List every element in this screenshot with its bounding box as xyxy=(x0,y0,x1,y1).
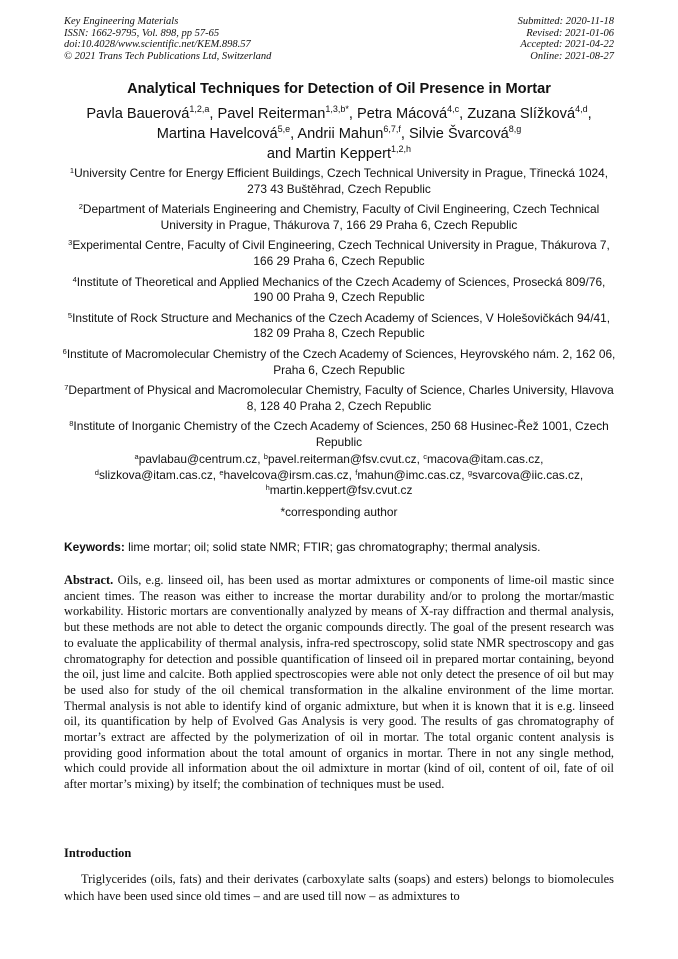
author-name: Pavel Reiterman xyxy=(217,106,326,122)
email-sup: d xyxy=(94,467,99,477)
email-line: $^a$pavlabau@centrum.cz, $^b$pavel.reiterman@fsv.cvut.cz, $^c$macova@itam.cas.cz, xyxy=(134,452,544,466)
author-affiliation-sup: 1,2,h xyxy=(391,144,412,154)
author-list xyxy=(40,104,638,164)
author-name: Martin Keppert xyxy=(295,146,392,162)
affiliation-number: 7 xyxy=(64,383,69,393)
author-affiliation-sup: 5,e xyxy=(277,124,291,134)
journal-name: Key Engineering Materials xyxy=(64,16,179,27)
author-line: and Martin Keppert$^{1,2,h}$ xyxy=(266,144,412,162)
date-online: Online: 2021-08-27 xyxy=(530,50,614,62)
author-affiliation-sup: 6,7,f xyxy=(383,124,401,134)
email-line xyxy=(62,483,616,499)
abstract-label: Abstract. xyxy=(64,573,114,587)
affiliation-number: 2 xyxy=(78,202,83,212)
affiliation xyxy=(62,311,616,342)
keywords xyxy=(64,540,614,555)
author-affiliation-sup: 8,g xyxy=(508,124,522,134)
affiliation-number: 3 xyxy=(68,238,73,248)
author-line: Martina Havelcová$^{5,e}$, Andrii Mahun$^{6,7,f}$, Silvie Švarcová$^{8,g}$ xyxy=(156,124,522,142)
affiliation xyxy=(62,166,616,197)
author-affiliation-sup: 4,d xyxy=(575,104,588,114)
author-name: Zuzana Slížková xyxy=(467,106,576,122)
abstract-text: Oils, e.g. linseed oil, has been used as mortar admixtures or components of lime-oil mastic since ancient times. The reason was either to increase the mortar durability and/or to prolong the mortar/mastic workability. Historic mortars are conventionally analyzed by means of X-ray diffraction and thermal analysis, but these methods are not able to detect the organic compounds directly. The goal of the present research was to evaluate the applicability of thermal analysis, infra-red spectroscopy, solid state NMR spectroscopy and gas chromatography for detection and possible quantification of linseed oil in prepared mortar containing, beyond the oil, just lime and calcite. Both applied spectroscopies were able not only detect the presence of oil but may be used also for study of the oil chemical transformation in the alkaline environment of the lime mortar. Thermal analysis is not able to identify kind of organic admixture, but when it is known that it is e.g. linseed oil, its quantification by help of Evolved Gas Analysis is very good. The results of gas chromatography of mortar’s extract are affected by the polymerization of oil in mortar. The total organic content analysis is providing good information about the total amount of organics in mortar. There in not any single method, which could provide all information about the oil admixture in mortar (kind of oil, content of oil, fate of oil after mortar’s mixing) by itself; the combination of techniques must be used. xyxy=(64,573,614,792)
affiliation-text: Department of Materials Engineering and Chemistry, Faculty of Civil Engineering, Czech Technical University in Prague, Thákurova 7, 166 29 Praha 6, Czech Republic xyxy=(82,202,600,232)
email-line: $^d$slizkova@itam.cas.cz, $^e$havelcova@irsm.cas.cz, $^f$mahun@imc.cas.cz, $^g$svarcova@iic.cas.cz, xyxy=(94,467,584,482)
affiliation-number: 8 xyxy=(69,419,74,429)
email-sup: g xyxy=(467,467,473,477)
affiliation xyxy=(62,202,616,233)
author-name: Silvie Švarcová xyxy=(409,126,509,142)
journal-info xyxy=(64,16,271,62)
affiliation xyxy=(62,383,616,414)
submission-dates xyxy=(518,16,614,62)
author-name: Martina Havelcová xyxy=(156,126,278,142)
affiliation-number: 5 xyxy=(67,310,73,320)
keywords-label: Keywords: xyxy=(64,540,125,554)
affiliation-number: 6 xyxy=(62,346,67,356)
email-sup: c xyxy=(423,452,427,461)
abstract xyxy=(64,573,614,793)
paper-title: Analytical Techniques for Detection of Oil Presence in Mortar xyxy=(127,81,551,97)
affiliation-text: Experimental Centre, Faculty of Civil Engineering, Czech Technical University in Prague, Thákurova 7, 166 29 Praha 6, Czech Republic xyxy=(72,238,610,268)
affiliation xyxy=(62,238,616,269)
email-address: svarcova@iic.cas.cz xyxy=(472,467,580,482)
corresponding-author-note: *corresponding author xyxy=(280,505,398,519)
author-affiliation-sup: 4,c xyxy=(447,104,460,114)
email-address: slizkova@itam.cas.cz xyxy=(98,467,213,482)
keywords-text: lime mortar; oil; solid state NMR; FTIR; gas chromatography; thermal analysis. xyxy=(128,540,541,554)
email-sup: a xyxy=(134,452,139,461)
email-sup: h xyxy=(265,483,270,493)
affiliation xyxy=(62,275,616,306)
email-sup: b xyxy=(263,452,268,461)
email-sup: e xyxy=(219,467,224,477)
affiliation-text: University Centre for Energy Efficient Buildings, Czech Technical University in Prague, Třinecká 1024, 273 43 Buštěhrad, Czech Republic xyxy=(74,166,609,196)
email-address: pavel.reiterman@fsv.cvut.cz xyxy=(267,452,417,466)
affiliation-list xyxy=(62,166,616,456)
date-revised: Revised: 2021-01-06 xyxy=(526,27,614,39)
email-address: pavlabau@centrum.cz xyxy=(138,452,258,466)
author-name: Andrii Mahun xyxy=(297,126,384,142)
journal-issn: ISSN: 1662-9795, Vol. 898, pp 57-65 xyxy=(64,27,220,39)
email-address: havelcova@irsm.cas.cz xyxy=(223,467,349,482)
author-affiliation-sup: 1,3,b* xyxy=(325,104,349,114)
section-heading-introduction: Introduction xyxy=(64,846,132,860)
email-address: martin.keppert@fsv.cvut.cz xyxy=(269,483,413,498)
email-sup: f xyxy=(355,467,358,477)
affiliation-text: Institute of Macromolecular Chemistry of the Czech Academy of Sciences, Heyrovského nám. 2, 162 06, Praha 6, Czech Republic xyxy=(66,346,616,377)
author-line: Pavla Bauerová$^{1,2,a}$, Pavel Reiterman$^{1,3,b*}$, Petra Mácová$^{4,c}$, Zuzana Slížková$^{4,d}$, xyxy=(86,104,592,122)
author-name: Petra Mácová xyxy=(357,106,448,122)
journal-doi: doi:10.4028/www.scientific.net/KEM.898.57 xyxy=(64,39,251,51)
affiliation-text: Department of Physical and Macromolecular Chemistry, Faculty of Science, Charles University, Hlavova 8, 128 40 Praha 2, Czech Republic xyxy=(68,383,614,413)
affiliation xyxy=(62,347,616,378)
affiliation-number: 4 xyxy=(72,274,77,284)
affiliation-text: Institute of Theoretical and Applied Mechanics of the Czech Academy of Sciences, Prosecká 809/76, 190 00 Praha 9, Czech Republic xyxy=(76,274,606,305)
email-address: macova@itam.cas.cz xyxy=(426,452,541,466)
journal-copyright: © 2021 Trans Tech Publications Ltd, Switzerland xyxy=(64,50,272,62)
date-accepted: Accepted: 2021-04-22 xyxy=(520,39,614,51)
email-list xyxy=(62,452,616,499)
author-affiliation-sup: 1,2,a xyxy=(189,104,210,114)
affiliation-number: 1 xyxy=(69,166,75,175)
introduction-paragraph: Triglycerides (oils, fats) and their derivates (carboxylate salts (soaps) and esters) belongs to biomolecules which have been used since old times – and are used till now – as admixtures to xyxy=(64,872,614,903)
author-name: Pavla Bauerová xyxy=(86,106,190,122)
affiliation-text: Institute of Rock Structure and Mechanics of the Czech Academy of Sciences, V Holešovičkách 94/41, 182 09 Praha 8, Czech Republic xyxy=(72,310,611,341)
affiliation-text: Institute of Inorganic Chemistry of the Czech Academy of Sciences, 250 68 Husinec-Řež 1001, Czech Republic xyxy=(73,419,609,449)
date-submitted: Submitted: 2020-11-18 xyxy=(517,16,614,27)
affiliation xyxy=(62,419,616,450)
email-address: mahun@imc.cas.cz xyxy=(357,467,462,482)
